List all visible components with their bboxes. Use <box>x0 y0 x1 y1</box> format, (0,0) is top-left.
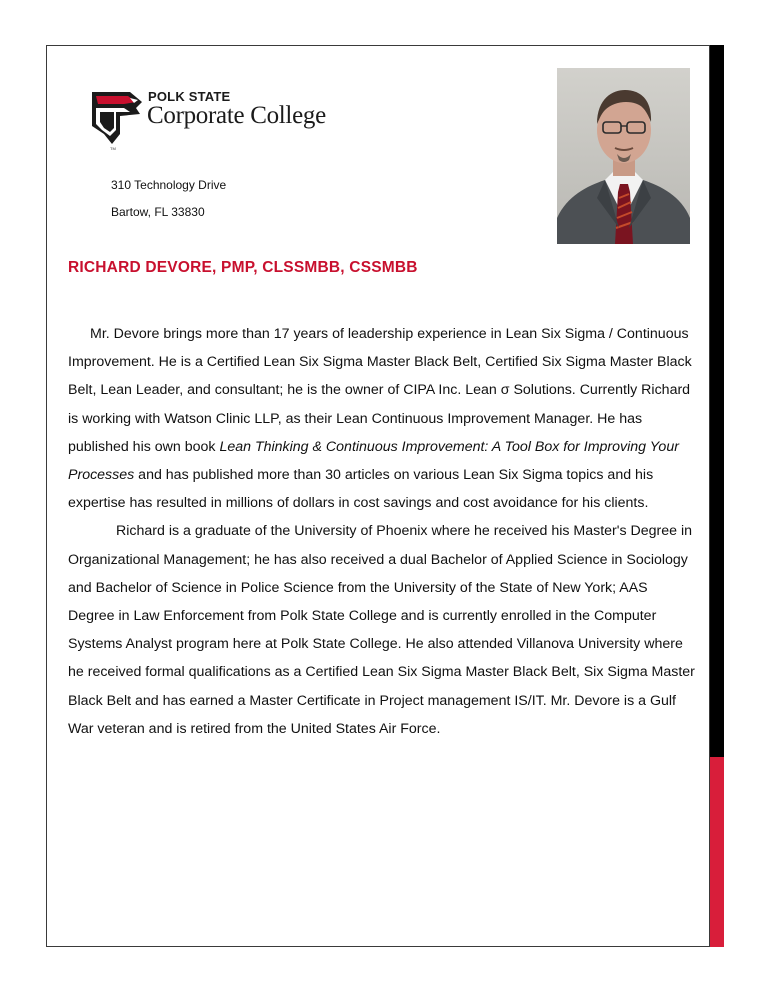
address-block <box>111 172 226 226</box>
bio-paragraph-1-start: Mr. Devore brings more than 17 years of leadership experience in Lean Six Sigma / Continuous Improvement. He is a Certified Lean Six Sigma Master Black Belt, Certified Six Sigma Master Black Belt, Lean Leader, and consultant; he is the owner of CIPA Inc. Lean σ Solutions. Currently Richard is working with Watson Clinic LLP, as their Lean Continuous Improvement Manager. He has published his own book <box>68 326 692 455</box>
portrait-photo <box>557 68 690 244</box>
side-bar-red <box>710 757 724 947</box>
biography <box>68 320 698 743</box>
book-title: Lean Thinking & Continuous Improvement: A Tool Box for Improving Your Processes <box>68 438 679 484</box>
bio-paragraph-1 <box>68 320 698 517</box>
address-city: Bartow, FL 33830 <box>111 205 205 219</box>
polk-state-logo <box>90 88 350 152</box>
side-bar-black <box>710 45 724 757</box>
eagle-shield-icon <box>90 88 144 152</box>
trademark-mark: TM <box>110 146 116 151</box>
bio-paragraph-1-end: and has published more than 30 articles on various Lean Six Sigma topics and his expertise has resulted in millions of dollars in cost savings and cost avoidance for his clients. <box>68 467 654 512</box>
address-street: 310 Technology Drive <box>111 178 227 192</box>
logo-corporate-college-text: Corporate College <box>147 102 326 129</box>
name-heading: RICHARD DEVORE, PMP, CLSSMBB, CSSMBB <box>68 259 418 276</box>
bio-paragraph-2: Richard is a graduate of the University of Phoenix where he received his Master's Degree in Organizational Management; he has also received a dual Bachelor of Applied Science in Sociology and Bachelor of Science in Police Science from the University of the State of New York; AAS Degree in Law Enforcement from Polk State College and is currently enrolled in the Computer Systems Analyst program here at Polk State College. He also attended Villanova University where he received formal qualifications as a Certified Lean Six Sigma Master Black Belt, Six Sigma Master Black Belt and has earned a Master Certificate in Project management IS/IT. Mr. Devore is a Gulf War veteran and is retired from the United States Air Force. <box>68 523 695 737</box>
logo-polk-state-text: POLK STATE <box>148 89 231 104</box>
